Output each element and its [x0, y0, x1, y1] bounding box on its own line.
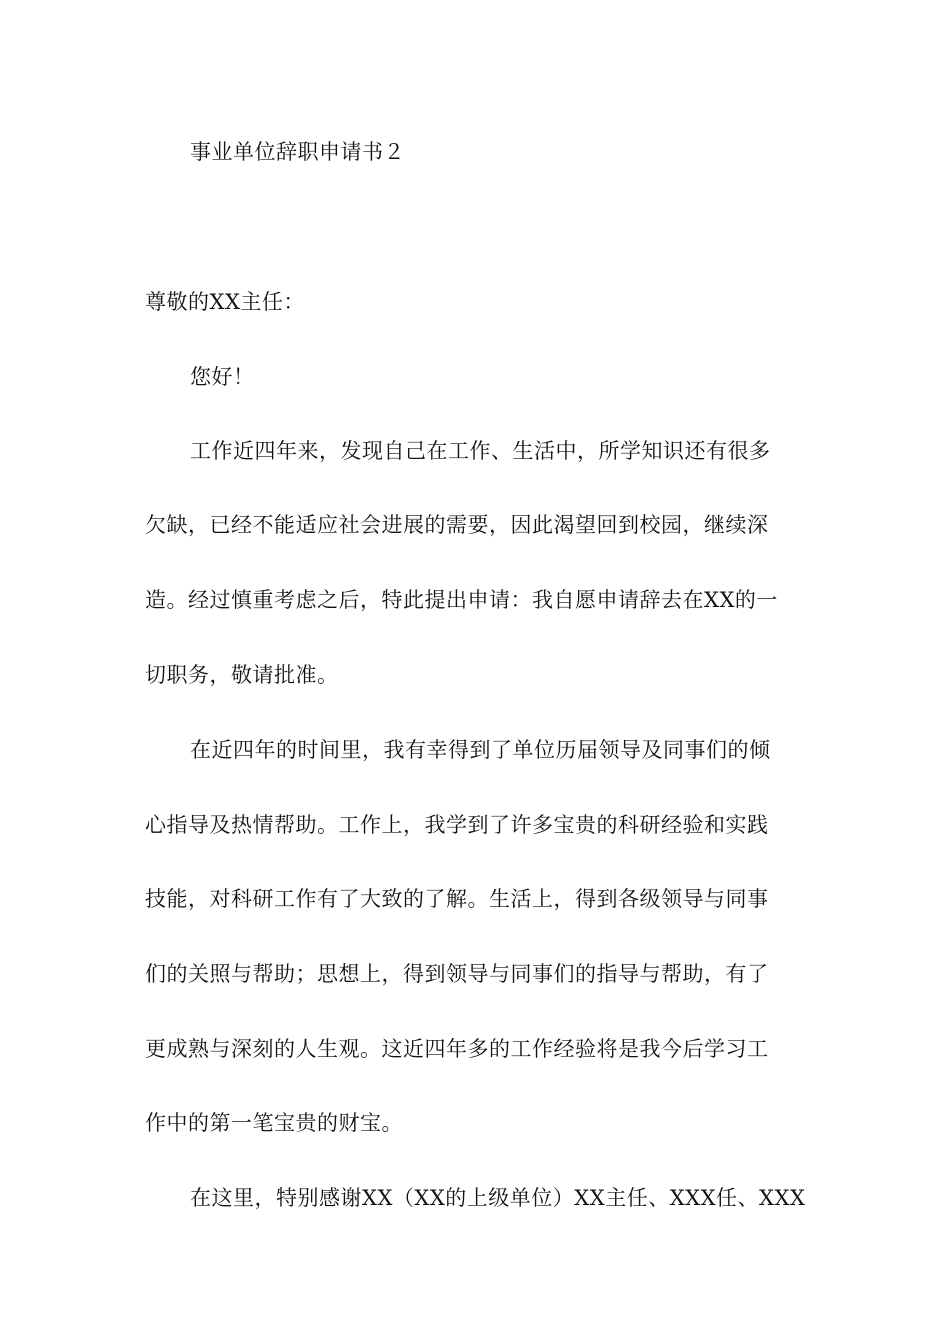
paragraph-line: 更成熟与深刻的人生观。这近四年多的工作经验将是我今后学习工: [145, 1037, 769, 1061]
document-title: 事业单位辞职申请书２: [190, 140, 405, 164]
paragraph-line: 心指导及热情帮助。工作上，我学到了许多宝贵的科研经验和实践: [145, 813, 769, 837]
paragraph-line: 在这里，特别感谢XX（XX的上级单位）XX主任、XXX任、XXX: [190, 1186, 806, 1210]
paragraph-line: 技能，对科研工作有了大致的了解。生活上，得到各级领导与同事: [145, 887, 769, 911]
greeting: 您好！: [190, 365, 255, 389]
paragraph-line: 欠缺，已经不能适应社会进展的需要，因此渴望回到校园，继续深: [145, 513, 769, 537]
paragraph-line: 切职务，敬请批准。: [145, 663, 339, 687]
salutation: 尊敬的XX主任：: [145, 290, 305, 314]
paragraph-line: 在近四年的时间里，我有幸得到了单位历届领导及同事们的倾: [190, 738, 771, 762]
paragraph-line: 造。经过慎重考虑之后，特此提出申请：我自愿申请辞去在XX的一: [145, 588, 778, 612]
paragraph-line: 工作近四年来，发现自己在工作、生活中，所学知识还有很多: [190, 439, 771, 463]
paragraph-line: 作中的第一笔宝贵的财宝。: [145, 1111, 403, 1135]
paragraph-line: 们的关照与帮助；思想上，得到领导与同事们的指导与帮助，有了: [145, 962, 769, 986]
